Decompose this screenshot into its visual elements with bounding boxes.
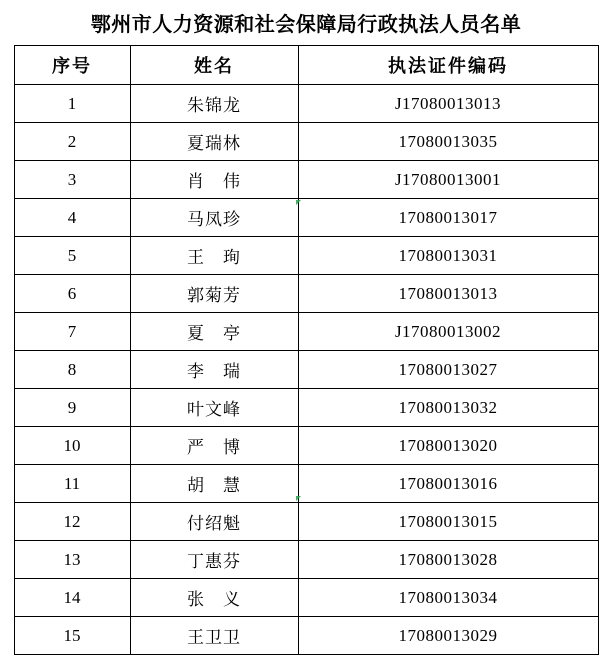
cell-code: 17080013015: [298, 503, 598, 541]
table-row: [14, 541, 598, 579]
cell-name: 肖 伟: [130, 161, 298, 199]
cell-code: 17080013034: [298, 579, 598, 617]
cell-index: 1: [14, 85, 130, 123]
cell-index: 12: [14, 503, 130, 541]
cell-code: 17080013020: [298, 427, 598, 465]
cell-index: 6: [14, 275, 130, 313]
cell-index: 8: [14, 351, 130, 389]
cell-name: 马凤珍: [130, 199, 298, 237]
table-row: [14, 237, 598, 275]
column-header-index: 序号: [14, 46, 130, 85]
table-row: [14, 313, 598, 351]
cell-name: 郭菊芳: [130, 275, 298, 313]
roster-table: [14, 45, 599, 655]
cell-name: 王卫卫: [130, 617, 298, 655]
cell-name: 李 瑞: [130, 351, 298, 389]
cell-name: 朱锦龙: [130, 85, 298, 123]
cell-code: 17080013016: [298, 465, 598, 503]
cell-index: 4: [14, 199, 130, 237]
table-row: [14, 275, 598, 313]
cell-code: 17080013031: [298, 237, 598, 275]
cell-name: 夏瑞林: [130, 123, 298, 161]
table-row: [14, 427, 598, 465]
column-header-code: 执法证件编码: [298, 46, 598, 85]
table-row: [14, 617, 598, 655]
cell-name: 夏 亭: [130, 313, 298, 351]
cell-index: 10: [14, 427, 130, 465]
cell-name: 张 义: [130, 579, 298, 617]
cell-index: 13: [14, 541, 130, 579]
cell-index: 2: [14, 123, 130, 161]
table-row: [14, 351, 598, 389]
cell-name: 王 珣: [130, 237, 298, 275]
cell-code: 17080013027: [298, 351, 598, 389]
table-row: [14, 85, 598, 123]
cell-code: 17080013028: [298, 541, 598, 579]
cell-index: 9: [14, 389, 130, 427]
table-row: [14, 161, 598, 199]
table-row: [14, 465, 598, 503]
cell-index: 5: [14, 237, 130, 275]
page-title: 鄂州市人力资源和社会保障局行政执法人员名单: [90, 14, 522, 36]
cell-name: 胡 慧: [130, 465, 298, 503]
table-body: [14, 85, 598, 655]
cell-name: 严 博: [130, 427, 298, 465]
cell-code: J17080013001: [298, 161, 598, 199]
table-row: [14, 123, 598, 161]
cell-code: J17080013002: [298, 313, 598, 351]
cell-name: 丁惠芬: [130, 541, 298, 579]
table-row: [14, 503, 598, 541]
cell-code: 17080013029: [298, 617, 598, 655]
cell-name: 叶文峰: [130, 389, 298, 427]
column-header-name: 姓名: [130, 46, 298, 85]
cell-name: 付绍魁: [130, 503, 298, 541]
cell-index: 15: [14, 617, 130, 655]
cell-code: J17080013013: [298, 85, 598, 123]
cell-index: 7: [14, 313, 130, 351]
table-row: [14, 579, 598, 617]
cell-code: 17080013032: [298, 389, 598, 427]
cell-index: 14: [14, 579, 130, 617]
cell-code: 17080013013: [298, 275, 598, 313]
table-header-row: [14, 46, 598, 85]
cell-index: 11: [14, 465, 130, 503]
table-row: [14, 389, 598, 427]
cell-code: 17080013035: [298, 123, 598, 161]
cell-code: 17080013017: [298, 199, 598, 237]
table-row: [14, 199, 598, 237]
cell-index: 3: [14, 161, 130, 199]
